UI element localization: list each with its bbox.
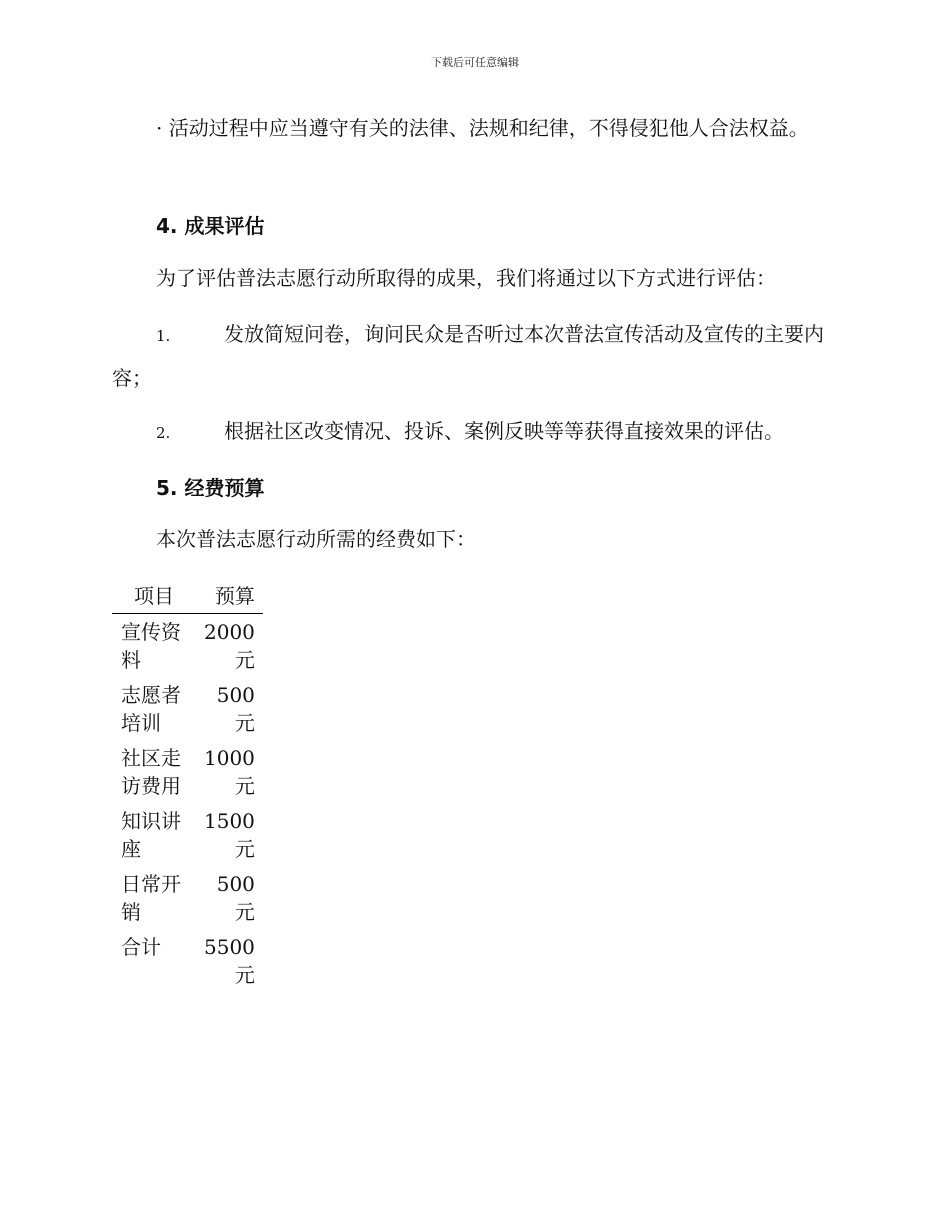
table-header-row bbox=[112, 580, 263, 614]
list-item bbox=[112, 410, 836, 454]
item-cell: 日常开销 bbox=[121, 872, 181, 924]
amount-cell: 5500元 bbox=[204, 935, 255, 987]
amount-cell: 1500元 bbox=[204, 809, 255, 861]
item-cell: 志愿者培训 bbox=[121, 683, 181, 735]
page-header: 下载后可任意编辑 bbox=[431, 56, 519, 69]
item-cell: 合计 bbox=[121, 935, 161, 959]
amount-cell: 500元 bbox=[216, 872, 255, 924]
bullet-paragraph: · 活动过程中应当遵守有关的法律、法规和纪律，不得侵犯他人合法权益。 bbox=[156, 116, 809, 140]
table-row bbox=[112, 614, 263, 678]
heading-evaluation: 4. 成果评估 bbox=[156, 214, 265, 238]
list-number: 1. bbox=[156, 327, 171, 345]
item-cell: 社区走访费用 bbox=[121, 746, 181, 798]
budget-table bbox=[112, 580, 263, 992]
budget-intro: 本次普法志愿行动所需的经费如下： bbox=[156, 527, 476, 551]
table-row bbox=[112, 803, 263, 866]
item-cell: 知识讲座 bbox=[121, 809, 181, 861]
amount-cell: 1000元 bbox=[204, 746, 255, 798]
table-row bbox=[112, 866, 263, 929]
table-row bbox=[112, 740, 263, 803]
table-row bbox=[112, 677, 263, 740]
amount-cell: 500元 bbox=[216, 683, 255, 735]
list-text: 发放简短问卷，询问民众是否听过本次普法宣传活动及宣传的主要内容； bbox=[112, 322, 824, 390]
column-header-budget: 预算 bbox=[195, 580, 263, 614]
item-cell: 宣传资料 bbox=[121, 620, 181, 672]
column-header-item: 项目 bbox=[112, 580, 195, 614]
list-number: 2. bbox=[156, 424, 171, 442]
evaluation-intro: 为了评估普法志愿行动所取得的成果，我们将通过以下方式进行评估： bbox=[156, 266, 776, 290]
list-text: 根据社区改变情况、投诉、案例反映等等获得直接效果的评估。 bbox=[224, 419, 784, 443]
heading-budget: 5. 经费预算 bbox=[156, 476, 265, 500]
amount-cell: 2000元 bbox=[204, 620, 255, 672]
table-row-total bbox=[112, 929, 263, 992]
list-item bbox=[112, 313, 836, 399]
